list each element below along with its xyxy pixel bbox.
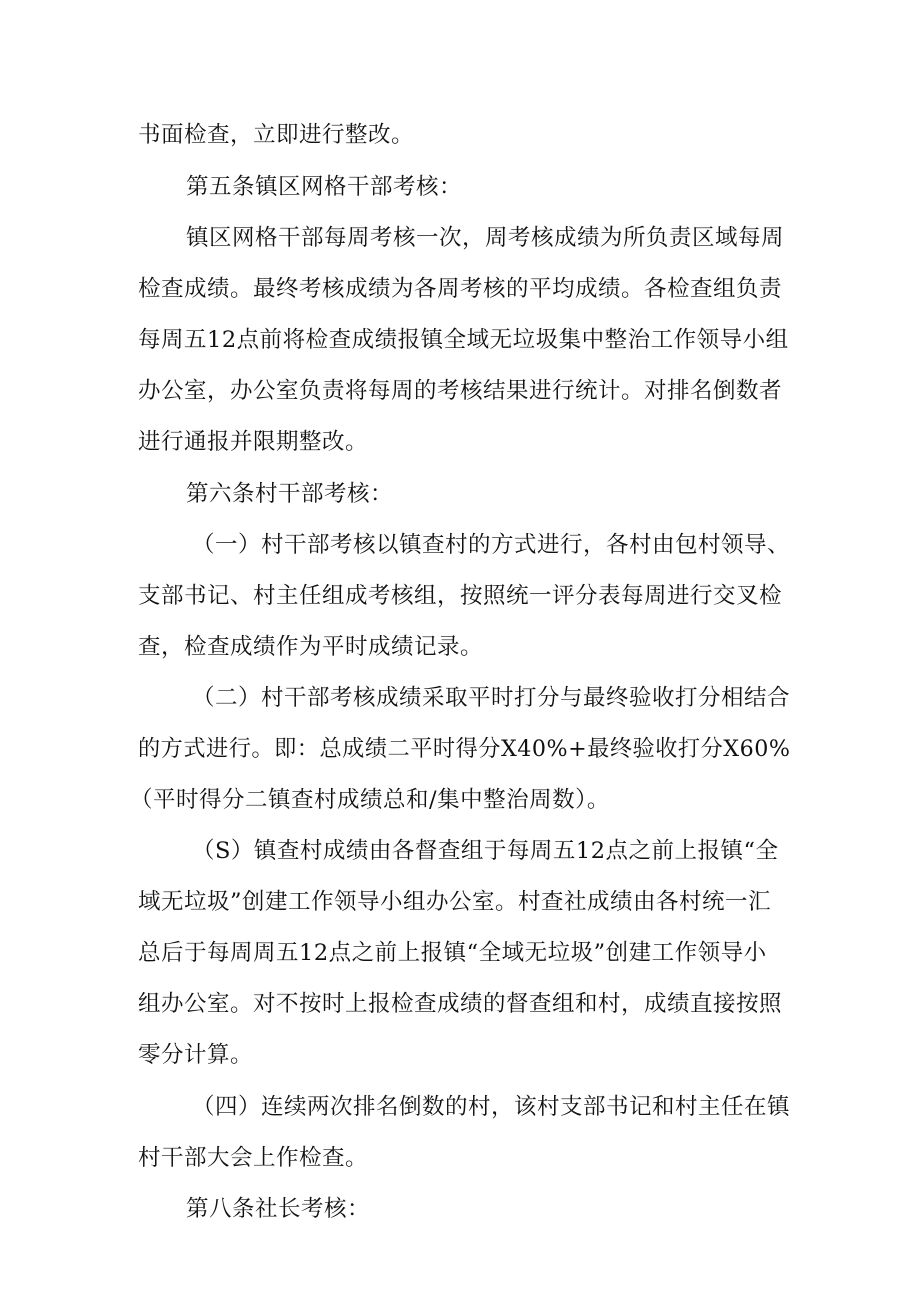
text-line — [0, 729, 920, 769]
text-line — [0, 984, 920, 1024]
line-text: 零分计算。 — [138, 1042, 254, 1068]
text-line — [0, 933, 920, 973]
line-text: 村干部大会上作检查。 — [138, 1145, 369, 1171]
line-text: 总后于每周周五12点之前上报镇“全域无垃圾”创建工作领导小 — [138, 940, 767, 966]
text-line — [0, 422, 920, 462]
text-line — [0, 115, 920, 155]
article-heading — [0, 474, 920, 514]
article-heading — [0, 167, 920, 207]
line-text: 的方式进行。即：总成绩二平时得分X40%+最终验收打分X60% — [138, 736, 791, 762]
line-text: 第五条镇区网格干部考核： — [186, 174, 463, 200]
line-text: （S）镇查村成绩由各督查组于每周五12点之前上报镇“全 — [192, 838, 779, 864]
text-line — [0, 525, 920, 565]
line-text: 组办公室。对不按时上报检查成绩的督查组和村，成绩直接按照 — [138, 991, 783, 1017]
line-text: 书面检查，立即进行整改。 — [138, 122, 415, 148]
text-line — [0, 678, 920, 718]
text-line — [0, 882, 920, 922]
line-text: （四）连续两次排名倒数的村，该村支部书记和村主任在镇 — [192, 1094, 791, 1120]
text-line — [0, 831, 920, 871]
text-line — [0, 269, 920, 309]
text-line — [0, 627, 920, 667]
line-text: 查，检查成绩作为平时成绩记录。 — [138, 634, 484, 660]
line-text: （一）村干部考核以镇查村的方式进行，各村由包村领导、 — [192, 532, 791, 558]
line-text: 第六条村干部考核： — [186, 481, 394, 507]
line-text: （二）村干部考核成绩采取平时打分与最终验收打分相结合 — [192, 685, 791, 711]
line-text: （平时得分二镇查村成绩总和/集中整治周数）。 — [130, 787, 610, 813]
text-line — [0, 320, 920, 360]
line-text: 进行通报并限期整改。 — [138, 429, 369, 455]
text-line — [0, 1035, 920, 1075]
line-text: 检查成绩。最终考核成绩为各周考核的平均成绩。各检查组负责 — [138, 276, 783, 302]
line-text: 支部书记、村主任组成考核组，按照统一评分表每周进行交叉检 — [138, 583, 783, 609]
text-line — [0, 1087, 920, 1127]
line-text: 办公室，办公室负责将每周的考核结果进行统计。对排名倒数者 — [138, 378, 783, 404]
text-line — [0, 371, 920, 411]
line-text: 第八条社长考核： — [186, 1196, 371, 1222]
line-text: 每周五12点前将检查成绩报镇全域无垃圾集中整治工作领导小组 — [138, 327, 789, 353]
article-heading — [0, 1189, 920, 1229]
text-line — [0, 780, 920, 820]
line-text: 域无垃圾”创建工作领导小组办公室。村查社成绩由各村统一汇 — [138, 889, 772, 915]
text-line — [0, 1138, 920, 1178]
text-line — [0, 218, 920, 258]
text-line — [0, 576, 920, 616]
line-text: 镇区网格干部每周考核一次，周考核成绩为所负责区域每周 — [186, 225, 785, 251]
